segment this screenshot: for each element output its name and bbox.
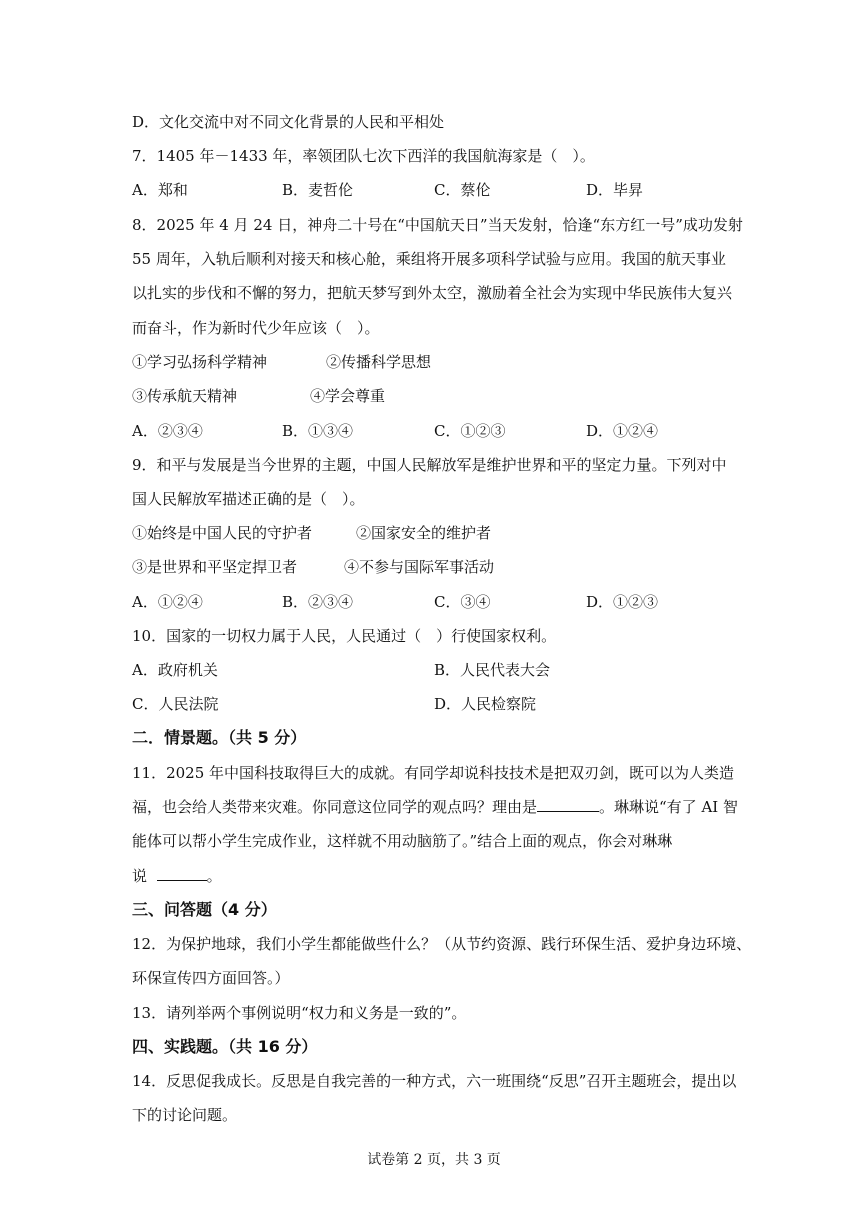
- q8-stem-line-3: 以扎实的步伐和不懈的努力，把航天梦写到外太空，激励着全社会为实现中华民族伟大复兴: [132, 284, 733, 302]
- q7-stem: 7．1405 年－1433 年，率领团队七次下西洋的我国航海家是（ ）。: [132, 147, 595, 165]
- q8-option-b: B．①③④: [282, 422, 354, 440]
- q8-option-d: D．①②④: [586, 422, 659, 440]
- q8-items-row-2: [132, 386, 742, 406]
- q8-item-2: ②传播科学思想: [326, 353, 432, 371]
- q10-stem: 10．国家的一切权力属于人民，人民通过（ ）行使国家权利。: [132, 627, 557, 645]
- q9-item-1: ①始终是中国人民的守护者: [132, 524, 313, 542]
- q10-options-row-2: [132, 694, 742, 714]
- q7-option-a: A．郑和: [132, 181, 188, 199]
- q8-stem-line-1: 8．2025 年 4 月 24 日，神舟二十号在“中国航天日”当天发射，恰逢“东方红一号”成功发射: [132, 216, 743, 234]
- q11-blank-1[interactable]: [537, 797, 599, 812]
- q13-line-1: 13．请列举两个事例说明“权力和义务是一致的”。: [132, 1004, 467, 1022]
- q11-line-1: 11．2025 年中国科技取得巨大的成就。有同学却说科技技术是把双刃剑，既可以为人类造: [132, 764, 735, 782]
- q10-option-b: B．人民代表大会: [434, 661, 551, 679]
- q8-options: [132, 421, 742, 441]
- q14-line-2: 下的讨论问题。: [132, 1106, 238, 1124]
- q8-option-c: C．①②③: [434, 422, 506, 440]
- page-footer: 试卷第 2 页，共 3 页: [367, 1152, 501, 1168]
- q10-option-c: C．人民法院: [132, 695, 219, 713]
- q9-options: [132, 592, 742, 612]
- q10-options-row-1: [132, 660, 742, 680]
- q9-items-row-2: [132, 557, 742, 577]
- q8-item-4: ④学会尊重: [310, 387, 386, 405]
- q9-item-3: ③是世界和平坚定捍卫者: [132, 558, 298, 576]
- q8-stem-line-2: 55 周年，入轨后顺利对接天和核心舱，乘组将开展多项科学试验与应用。我国的航天事业: [132, 250, 726, 268]
- q11-line-2-text-a: 福，也会给人类带来灾难。你同意这位同学的观点吗？理由是: [132, 798, 538, 816]
- q8-item-1: ①学习弘扬科学精神: [132, 353, 268, 371]
- q8-option-a: A．②③④: [132, 422, 203, 440]
- q7-option-b: B．麦哲伦: [282, 181, 354, 199]
- q12-line-2: 环保宣传四方面回答。）: [132, 969, 290, 987]
- q11-line-4-text-b: 。: [206, 867, 222, 885]
- q10-option-a: A．政府机关: [132, 661, 218, 679]
- q11-line-2: [132, 797, 742, 817]
- q7-options: [132, 180, 742, 200]
- q9-option-d: D．①②③: [586, 593, 659, 611]
- q9-item-2: ②国家安全的维护者: [356, 524, 492, 542]
- section-4-title: 四、实践题。（共 16 分）: [132, 1037, 318, 1056]
- q11-line-3: 能体可以帮小学生完成作业，这样就不用动脑筋了。”结合上面的观点，你会对琳琳: [132, 832, 673, 850]
- q7-option-d: D．毕昇: [586, 181, 644, 199]
- q11-line-2-text-b: 。琳琳说“有了 AI 智: [599, 798, 738, 816]
- q10-option-d: D．人民检察院: [434, 695, 537, 713]
- q11-line-4: [132, 866, 742, 886]
- q9-stem-line-2: 国人民解放军描述正确的是（ ）。: [132, 490, 365, 508]
- q9-stem-line-1: 9．和平与发展是当今世界的主题，中国人民解放军是维护世界和平的坚定力量。下列对中: [132, 456, 727, 474]
- q11-line-4-text-a: 说: [132, 867, 148, 885]
- q8-items-row-1: [132, 352, 742, 372]
- q7-option-c: C．蔡伦: [434, 181, 491, 199]
- q9-items-row-1: [132, 523, 742, 543]
- q9-option-c: C．③④: [434, 593, 491, 611]
- q6-option-d: D．文化交流中对不同文化背景的人民和平相处: [132, 113, 445, 131]
- q14-line-1: 14．反思促我成长。反思是自我完善的一种方式，六一班围绕“反思”召开主题班会，提出以: [132, 1072, 737, 1090]
- q11-blank-2[interactable]: [157, 866, 207, 881]
- q9-option-b: B．②③④: [282, 593, 354, 611]
- q9-item-4: ④不参与国际军事活动: [344, 558, 495, 576]
- q12-line-1: 12．为保护地球，我们小学生都能做些什么？（从节约资源、践行环保生活、爱护身边环境、: [132, 935, 752, 953]
- section-2-title: 二．情景题。（共 5 分）: [132, 728, 307, 747]
- q8-item-3: ③传承航天精神: [132, 387, 238, 405]
- section-3-title: 三、问答题（4 分）: [132, 900, 277, 919]
- q8-stem-line-4: 而奋斗，作为新时代少年应该（ ）。: [132, 319, 380, 337]
- q9-option-a: A．①②④: [132, 593, 203, 611]
